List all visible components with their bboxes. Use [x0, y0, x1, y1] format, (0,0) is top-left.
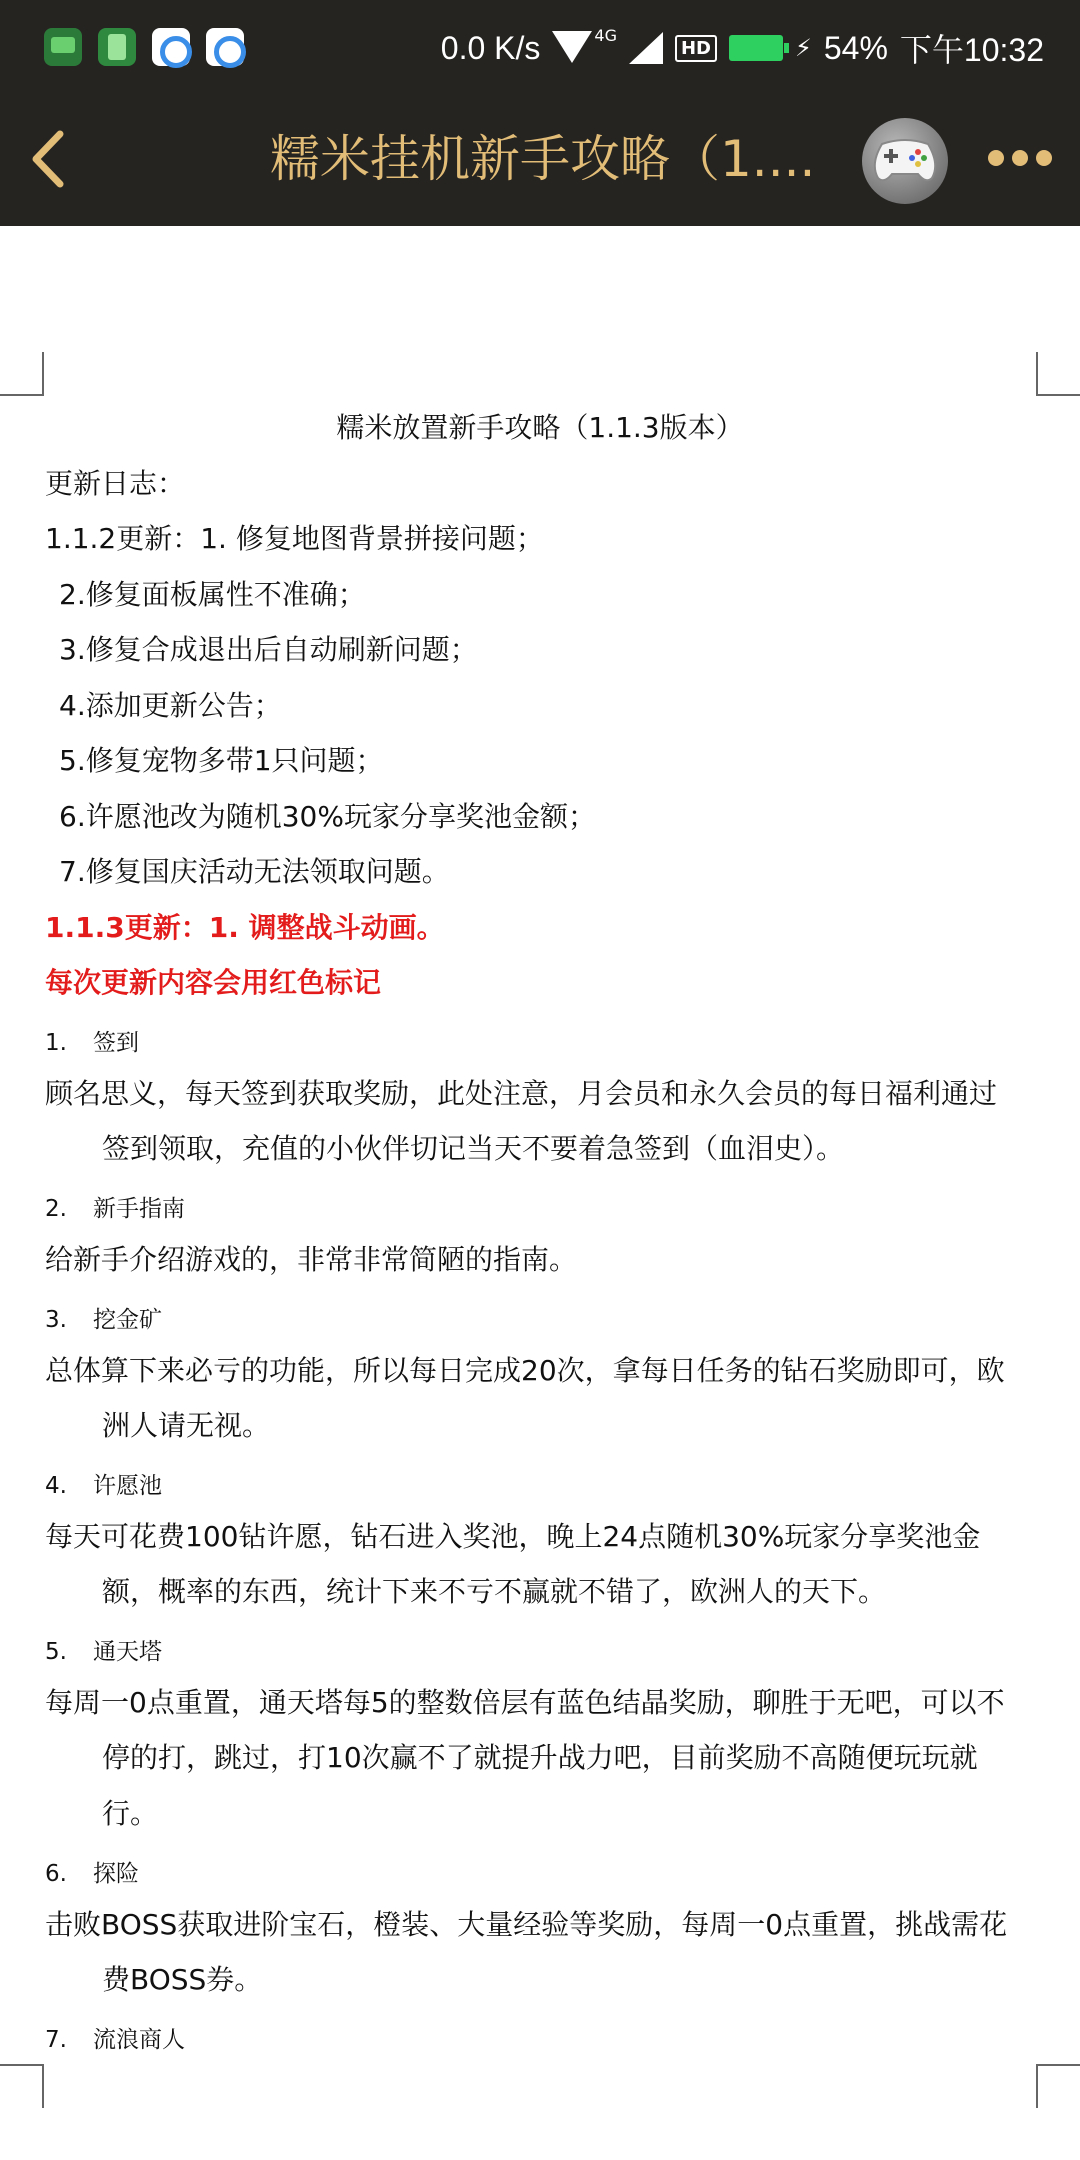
- network-type: 4G: [594, 26, 617, 45]
- section-text: 费BOSS券。: [102, 1963, 263, 1996]
- section-text: 额，概率的东西，统计下来不亏不赢就不错了，欧洲人的天下。: [102, 1575, 887, 1608]
- changelog-line: 2.修复面板属性不准确；: [59, 578, 366, 611]
- section-number: 3.: [45, 1307, 67, 1333]
- section-heading: [45, 2023, 185, 2057]
- sim-app-icon: [98, 28, 136, 66]
- page-corner-mark: [0, 352, 44, 396]
- section-text: 每天可花费100钻许愿，钻石进入奖池，晚上24点随机30%玩家分享奖池金: [45, 1520, 981, 1553]
- section-title: 探险: [93, 1861, 139, 1887]
- signal-icon: [629, 32, 663, 64]
- section-number: 4.: [45, 1473, 67, 1499]
- section-text: 行。: [102, 1797, 159, 1830]
- section-title: 新手指南: [93, 1196, 185, 1222]
- red-update-note: 每次更新内容会用红色标记: [45, 966, 382, 999]
- section-number: 5.: [45, 1639, 67, 1665]
- section-title: 挖金矿: [93, 1307, 162, 1333]
- app-header: [0, 96, 1080, 226]
- changelog-line: 4.添加更新公告；: [59, 689, 282, 722]
- section-heading: [45, 1026, 139, 1060]
- section-number: 1.: [45, 1030, 67, 1056]
- section-text: 每周一0点重置，通天塔每5的整数倍层有蓝色结晶奖励，聊胜于无吧，可以不: [45, 1686, 1005, 1719]
- page-title: 糯米挂机新手攻略（1....: [270, 130, 816, 188]
- section-number: 7.: [45, 2027, 67, 2053]
- wifi-icon: [552, 31, 592, 65]
- changelog-line: 1.1.2更新：1. 修复地图背景拼接问题；: [45, 522, 544, 555]
- section-title: 签到: [93, 1030, 139, 1056]
- document-title: 糯米放置新手攻略（1.1.3版本）: [336, 411, 744, 444]
- section-heading: [45, 1303, 162, 1337]
- section-text: 总体算下来必亏的功能，所以每日完成20次，拿每日任务的钻石奖励即可，欧: [45, 1354, 1005, 1387]
- page-corner-mark: [1036, 2064, 1080, 2108]
- gamepad-avatar[interactable]: [862, 118, 948, 204]
- changelog-line: 6.许愿池改为随机30%玩家分享奖池金额；: [59, 800, 596, 833]
- hd-badge: HD: [675, 35, 717, 62]
- section-heading: [45, 1192, 185, 1226]
- changelog-line: 5.修复宠物多带1只问题；: [59, 744, 384, 777]
- net-speed: 0.0 K/s: [440, 29, 541, 66]
- status-indicators: [441, 22, 1044, 74]
- section-title: 通天塔: [93, 1639, 162, 1665]
- section-text: 击败BOSS获取进阶宝石，橙装、大量经验等奖励，每周一0点重置，挑战需花: [45, 1908, 1008, 1941]
- section-text: 签到领取，充值的小伙伴切记当天不要着急签到（血泪史）。: [102, 1132, 845, 1165]
- changelog-line: 3.修复合成退出后自动刷新问题；: [59, 633, 478, 666]
- browser-app-icon: [206, 28, 244, 66]
- section-text: 给新手介绍游戏的，非常非常简陋的指南。: [45, 1243, 578, 1276]
- message-app-icon: [44, 28, 82, 66]
- back-icon[interactable]: [16, 124, 86, 194]
- section-number: 6.: [45, 1861, 67, 1887]
- document-page[interactable]: [0, 226, 1080, 2160]
- section-text: 洲人请无视。: [102, 1409, 271, 1442]
- section-heading: [45, 1635, 162, 1669]
- section-heading: [45, 1857, 139, 1891]
- section-title: 流浪商人: [93, 2027, 185, 2053]
- battery-percent: 54%: [823, 29, 888, 66]
- changelog-line: 7.修复国庆活动无法领取问题。: [59, 855, 450, 888]
- section-text: 顾名思义，每天签到获取奖励，此处注意，月会员和永久会员的每日福利通过: [45, 1077, 998, 1110]
- section-heading: [45, 1469, 162, 1503]
- charging-icon: ⚡: [795, 34, 812, 62]
- battery-icon: [729, 35, 783, 61]
- more-icon[interactable]: [988, 150, 1052, 166]
- section-number: 2.: [45, 1196, 67, 1222]
- section-title: 许愿池: [93, 1473, 162, 1499]
- section-text: 停的打，跳过，打10次赢不了就提升战力吧，目前奖励不高随便玩玩就: [102, 1741, 978, 1774]
- browser-app-icon: [152, 28, 190, 66]
- status-bar: [0, 0, 1080, 96]
- red-update-note: 1.1.3更新：1. 调整战斗动画。: [45, 911, 445, 944]
- changelog-label: 更新日志：: [45, 467, 186, 500]
- clock: 下午10:32: [899, 32, 1044, 68]
- page-corner-mark: [0, 2064, 44, 2108]
- notification-icons: [44, 28, 244, 66]
- page-corner-mark: [1036, 352, 1080, 396]
